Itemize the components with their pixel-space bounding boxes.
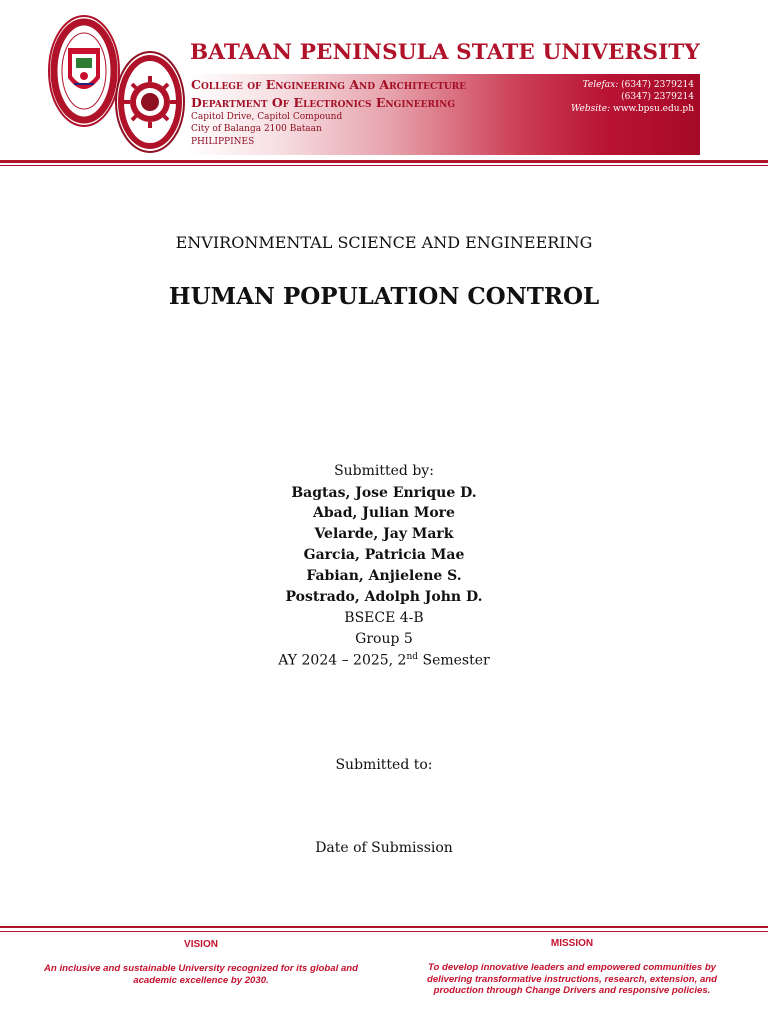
academic-year-suffix: Semester (418, 652, 490, 669)
mission-heading: MISSION (550, 938, 594, 949)
telefax-number-1: (6347) 2379214 (621, 80, 694, 90)
author-name: Velarde, Jay Mark (314, 526, 454, 542)
footer-divider-thin (0, 931, 768, 932)
header-divider-thin (0, 165, 768, 166)
website-label: Website: (571, 104, 611, 114)
website-url: www.bpsu.edu.ph (612, 104, 694, 114)
address-line-3: PHILIPPINES (191, 137, 255, 147)
date-of-submission-label: Date of Submission (315, 840, 453, 856)
telefax-label: Telefax: (582, 80, 619, 90)
vision-statement: An inclusive and sustainable University recognized for its global and academic excellence by 2030. (44, 963, 358, 986)
document-title: HUMAN POPULATION CONTROL (168, 283, 600, 310)
subject-heading: ENVIRONMENTAL SCIENCE AND ENGINEERING (175, 233, 593, 252)
telefax-line-1 (583, 80, 694, 90)
mission-statement: To develop innovative leaders and empowered communities by delivering transformative instructions, research, extension, and production through Change Drivers and responsive policies. (426, 962, 718, 996)
department-name: Department Of Electronics Engineering (191, 95, 456, 110)
header-divider (0, 160, 768, 163)
group-label: Group 5 (355, 631, 413, 647)
address-line-2: City of Balanga 2100 Bataan (191, 124, 322, 134)
author-name: Abad, Julian More (313, 505, 455, 521)
telefax-line-2: (6347) 2379214 (621, 92, 694, 102)
academic-year-prefix: AY 2024 – 2025, 2 (278, 652, 407, 669)
academic-year-ordinal: nd (406, 652, 419, 662)
university-name: BATAAN PENINSULA STATE UNIVERSITY (190, 40, 700, 65)
author-name: Fabian, Anjielene S. (306, 568, 462, 584)
vision-heading: VISION (184, 939, 218, 950)
college-name: College of Engineering And Architecture (191, 77, 467, 92)
author-name: Bagtas, Jose Enrique D. (291, 485, 477, 501)
submitted-by-label: Submitted by: (334, 463, 434, 479)
website-line (571, 104, 694, 114)
college-seal-logo (115, 50, 185, 154)
submitted-to-label: Submitted to: (335, 757, 433, 773)
footer-divider (0, 926, 768, 928)
academic-year (0, 652, 768, 669)
university-seal-logo (48, 14, 120, 128)
author-name: Postrado, Adolph John D. (285, 589, 483, 605)
college-banner (186, 74, 700, 155)
author-name: Garcia, Patricia Mae (303, 547, 465, 563)
address-line-1: Capitol Drive, Capitol Compound (191, 112, 343, 122)
section-label: BSECE 4-B (344, 610, 424, 626)
